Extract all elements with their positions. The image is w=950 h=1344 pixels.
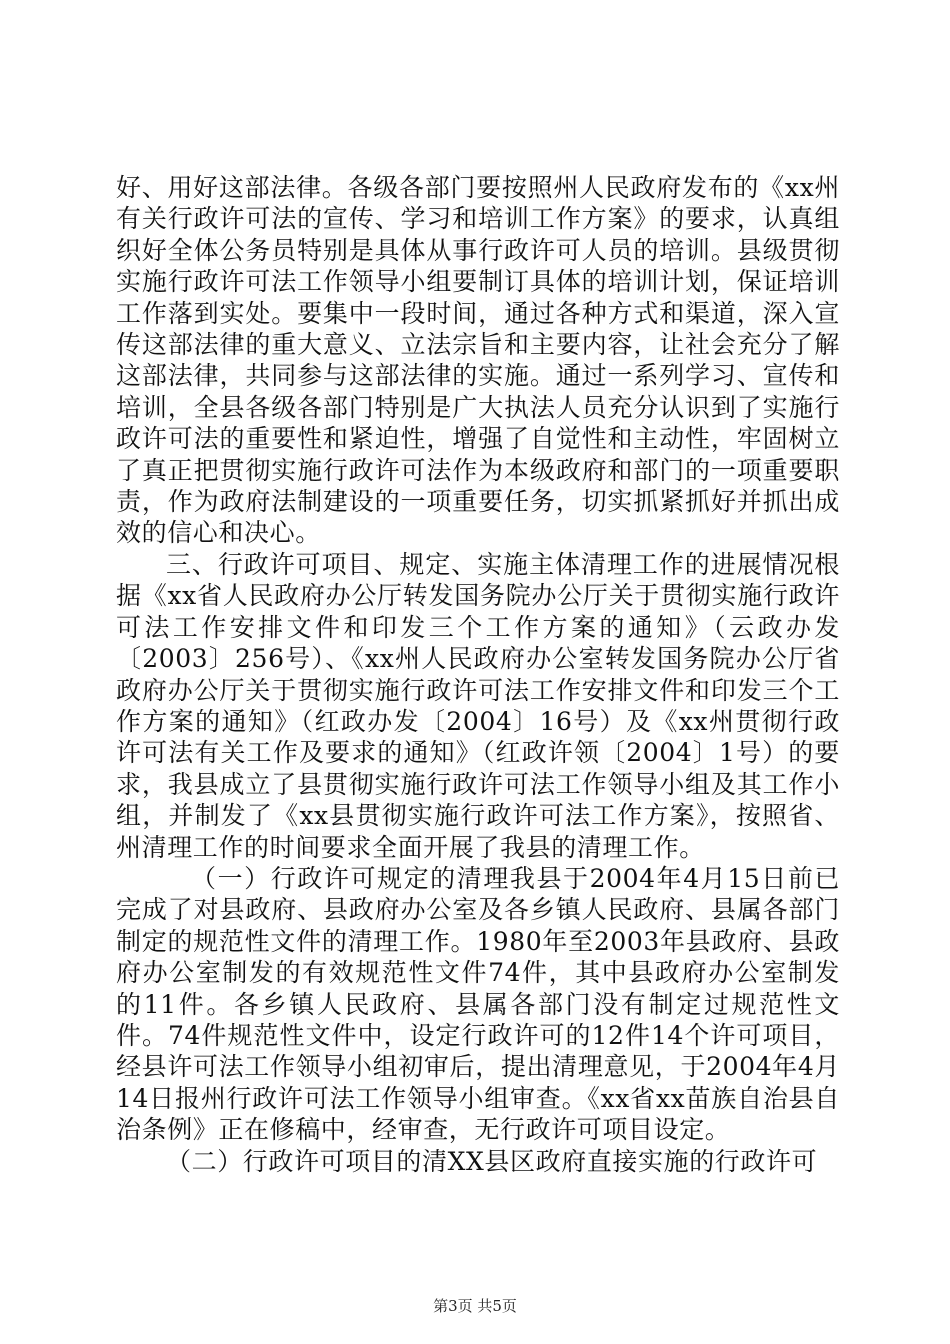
- paragraph-subsection-one: （一）行政许可规定的清理我县于2004年4月15日前已完成了对县政府、县政府办公室及各乡镇人民政府、县属各部门制定的规范性文件的清理工作。1980年至2003年县政府、县政府办公室制发的有效规范性文件74件，其中县政府办公室制发的11件。各乡镇人民政府、县属各部门没有制定过规范性文件。74件规范性文件中，设定行政许可的12件14个许可项目，经县许可法工作领导小组初审后，提出清理意见，于2004年4月14日报州行政许可法工作领导小组审查。《xx省xx苗族自治县自治条例》正在修稿中，经审查，无行政许可项目设定。: [116, 863, 840, 1145]
- paragraph-section-three: 三、行政许可项目、规定、实施主体清理工作的进展情况根据《xx省人民政府办公厅转发国务院办公厅关于贯彻实施行政许可法工作安排文件和印发三个工作方案的通知》（云政办发〔2003〕256号）、《xx州人民政府办公室转发国务院办公厅省政府办公厅关于贯彻实施行政许可法工作安排文件和印发三个工作方案的通知》（红政办发〔2004〕16号）及《xx州贯彻行政许可法有关工作及要求的通知》（红政许领〔2004〕1号）的要求，我县成立了县贯彻实施行政许可法工作领导小组及其工作小组，并制发了《xx县贯彻实施行政许可法工作方案》，按照省、州清理工作的时间要求全面开展了我县的清理工作。: [116, 549, 840, 862]
- document-body: [116, 172, 840, 1177]
- paragraph-subsection-two: （二）行政许可项目的清XX县区政府直接实施的行政许可: [166, 1146, 818, 1176]
- page-footer: 第3页 共5页: [433, 1297, 517, 1315]
- paragraph-training: 好、用好这部法律。各级各部门要按照州人民政府发布的《xx州有关行政许可法的宣传、学习和培训工作方案》的要求，认真组织好全体公务员特别是具体从事行政许可人员的培训。县级贯彻实施行政许可法工作领导小组要制订具体的培训计划，保证培训工作落到实处。要集中一段时间，通过各种方式和渠道，深入宣传这部法律的重大意义、立法宗旨和主要内容，让社会充分了解这部法律，共同参与这部法律的实施。通过一系列学习、宣传和培训，全县各级各部门特别是广大执法人员充分认识到了实施行政许可法的重要性和紧迫性，增强了自觉性和主动性，牢固树立了真正把贯彻实施行政许可法作为本级政府和部门的一项重要职责，作为政府法制建设的一项重要任务，切实抓紧抓好并抓出成效的信心和决心。: [116, 173, 840, 548]
